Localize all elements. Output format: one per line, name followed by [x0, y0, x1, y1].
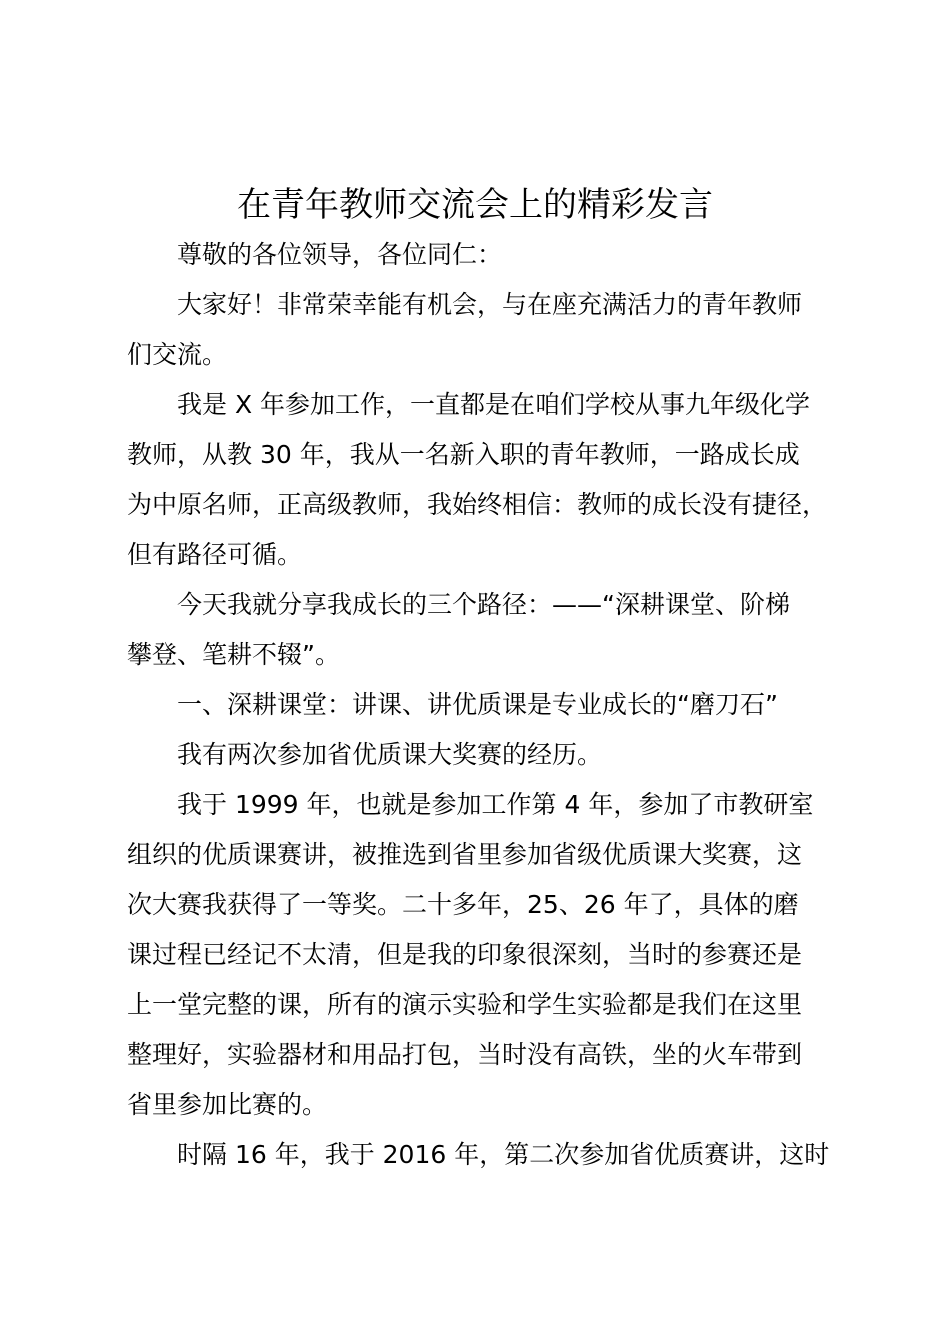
body-line: 组织的优质课赛讲，被推选到省里参加省级优质课大奖赛，这 — [127, 840, 803, 869]
body-line: 我于 1999 年，也就是参加工作第 4 年，参加了市教研室 — [177, 790, 814, 819]
body-line: 我是 X 年参加工作，一直都是在咱们学校从事九年级化学 — [177, 390, 811, 419]
body-line: 大家好！非常荣幸能有机会，与在座充满活力的青年教师 — [177, 290, 803, 319]
body-line: 课过程已经记不太清，但是我的印象很深刻，当时的参赛还是 — [127, 940, 803, 969]
body-line: 们交流。 — [127, 340, 228, 369]
body-line: 我有两次参加省优质课大奖赛的经历。 — [177, 740, 603, 769]
body-line: 为中原名师，正高级教师，我始终相信：教师的成长没有捷径， — [127, 490, 828, 519]
body-line: 上一堂完整的课，所有的演示实验和学生实验都是我们在这里 — [127, 990, 803, 1019]
document-title: 在青年教师交流会上的精彩发言 — [237, 185, 713, 225]
salutation-line: 尊敬的各位领导，各位同仁： — [177, 240, 503, 269]
section-heading: 一、深耕课堂：讲课、讲优质课是专业成长的“磨刀石” — [177, 690, 778, 719]
body-line: 攀登、笔耕不辍”。 — [127, 640, 340, 669]
body-line: 教师，从教 30 年，我从一名新入职的青年教师，一路成长成 — [127, 440, 800, 469]
body-line: 时隔 16 年，我于 2016 年，第二次参加省优质赛讲，这时 — [177, 1140, 830, 1169]
body-line: 次大赛我获得了一等奖。二十多年，25、26 年了，具体的磨 — [127, 890, 799, 919]
body-line: 整理好，实验器材和用品打包，当时没有高铁，坐的火车带到 — [127, 1040, 803, 1069]
body-line: 但有路径可循。 — [127, 540, 303, 569]
body-line: 省里参加比赛的。 — [127, 1090, 328, 1119]
body-line: 今天我就分享我成长的三个路径：——“深耕课堂、阶梯 — [177, 590, 790, 619]
